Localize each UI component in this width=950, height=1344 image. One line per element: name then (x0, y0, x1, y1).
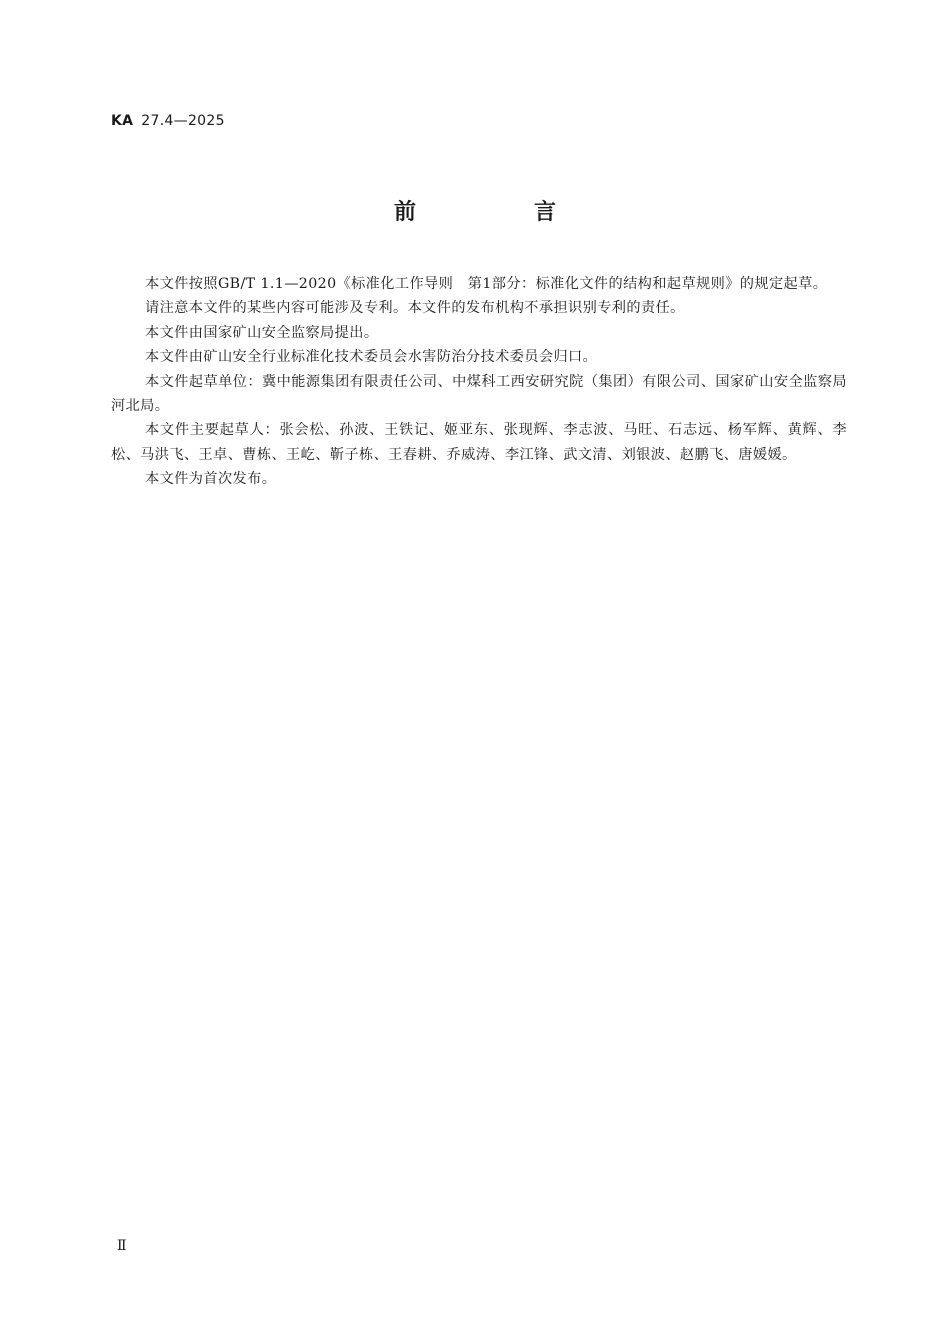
standard-code-header (111, 113, 225, 129)
paragraph-committee: 本文件由矿山安全行业标准化技术委员会水害防治分技术委员会归口。 (145, 349, 598, 366)
standard-number: 27.4—2025 (141, 113, 225, 129)
foreword-body (111, 272, 847, 492)
page-title: 前 言 (393, 200, 604, 225)
paragraph-drafting-rules: 本文件按照GB/T 1.1—2020《标准化工作导则 第1部分：标准化文件的结构和起草规则》的规定起草。 (145, 276, 828, 292)
standard-prefix: KA (111, 113, 134, 129)
paragraph-drafters: 本文件主要起草人：张会松、孙波、王铁记、姬亚东、张现辉、李志波、马旺、石志远、杨军辉、黄辉、李松、马洪飞、王卓、曹栋、王屹、靳子栋、王春耕、乔威涛、李江锋、武文清、刘银波、赵鹏飞、唐媛媛。 (111, 422, 847, 463)
paragraph-drafting-units: 本文件起草单位：冀中能源集团有限责任公司、中煤科工西安研究院（集团）有限公司、国家矿山安全监察局河北局。 (111, 373, 847, 415)
paragraph-proposer: 本文件由国家矿山安全监察局提出。 (145, 324, 379, 341)
paragraph-first-release: 本文件为首次发布。 (145, 471, 277, 488)
paragraph-patent-notice: 请注意本文件的某些内容可能涉及专利。本文件的发布机构不承担识别专利的责任。 (145, 300, 685, 317)
page-number: Ⅱ (117, 1238, 127, 1254)
